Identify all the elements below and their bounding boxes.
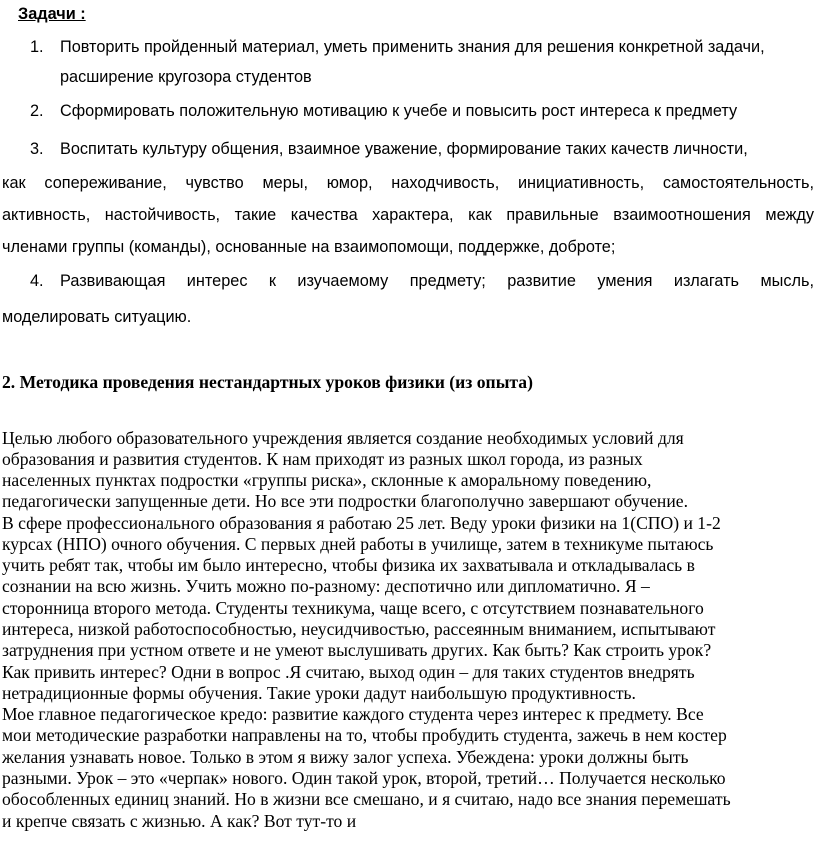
body-line: сознании на всю жизнь. Учить можно по-разному: деспотично или дипломатично. Я – (2, 576, 650, 596)
task-4-line-1: Развивающая интерес к изучаемому предмету; развитие умения излагать мысль, (60, 272, 814, 290)
body-line: затруднения при устном ответе и не умеют выслушивать других. Как быть? Как строить урок? (2, 640, 712, 660)
section-heading: 2. Методика проведения нестандартных уроков физики (из опыта) (2, 372, 533, 392)
task-2-line-1: Сформировать положительную мотивацию к учебе и повысить рост интереса к предмету (60, 102, 738, 120)
task-3-line-4: членами группы (команды), основанные на взаимопомощи, поддержке, доброте; (2, 238, 616, 256)
body-line: нетрадиционные формы обучения. Такие уроки дадут наибольшую продуктивность. (2, 683, 636, 703)
body-line: Мое главное педагогическое кредо: развитие каждого студента через интерес к предмету. Все (2, 704, 704, 724)
body-line: мои методические разработки направлены на то, чтобы пробудить студента, зажечь в нем костер (2, 725, 727, 745)
body-line: Как привить интерес? Одни в вопрос .Я считаю, выход один – для таких студентов внедрять (2, 662, 695, 682)
body-line: разными. Урок – это «черпак» нового. Один такой урок, второй, третий… Получается несколько (2, 768, 726, 788)
body-line: сторонница второго метода. Студенты техникума, чаще всего, с отсутствием познавательного (2, 598, 704, 618)
body-line: курсах (НПО) очного обучения. С первых дней работы в училище, затем в техникуме пытаюсь (2, 534, 714, 554)
task-number: 1. (30, 38, 44, 56)
body-line: обособленных единиц знаний. Но в жизни все смешано, и я считаю, надо все знания перемешать (2, 789, 731, 809)
body-line: образования и развития студентов. К нам приходят из разных школ города, из разных (2, 449, 643, 469)
body-line: населенных пунктах подростки «группы риска», склонные к аморальному поведению, (2, 470, 652, 490)
body-line: учить ребят так, чтобы им было интересно, чтобы физика их захватывала и откладывалась в (2, 555, 695, 575)
body-line: и крепче связать с жизнью. А как? Вот тут-то и (2, 811, 357, 831)
body-line: интереса, низкой работоспособностью, неусидчивостью, рассеянным вниманием, испытывают (2, 619, 716, 639)
task-3-line-3: активность, настойчивость, такие качества характера, как правильные взаимоотношения между (2, 206, 814, 224)
task-3-line-2: как сопереживание, чувство меры, юмор, находчивость, инициативность, самостоятельность, (2, 174, 814, 192)
body-line: педагогически запущенные дети. Но все эти подростки благополучно завершают обучение. (2, 491, 688, 511)
task-1-line-2: расширение кругозора студентов (60, 68, 312, 86)
task-number: 3. (30, 140, 44, 158)
body-line: Целью любого образовательного учреждения является создание необходимых условий для (2, 428, 684, 448)
task-number: 2. (30, 102, 44, 120)
tasks-title: Задачи : (18, 5, 86, 23)
task-number: 4. (30, 272, 44, 290)
body-line: желания узнавать новое. Только в этом я вижу залог успеха. Убеждена: уроки должны быть (2, 747, 689, 767)
task-3-line-1: Воспитать культуру общения, взаимное уважение, формирование таких качеств личности, (60, 140, 748, 158)
body-line: В сфере профессионального образования я работаю 25 лет. Веду уроки физики на 1(СПО) и 1-2 (2, 513, 721, 533)
task-1-line-1: Повторить пройденный материал, уметь применить знания для решения конкретной задачи, (60, 38, 765, 56)
task-4-line-2: моделировать ситуацию. (2, 308, 192, 326)
